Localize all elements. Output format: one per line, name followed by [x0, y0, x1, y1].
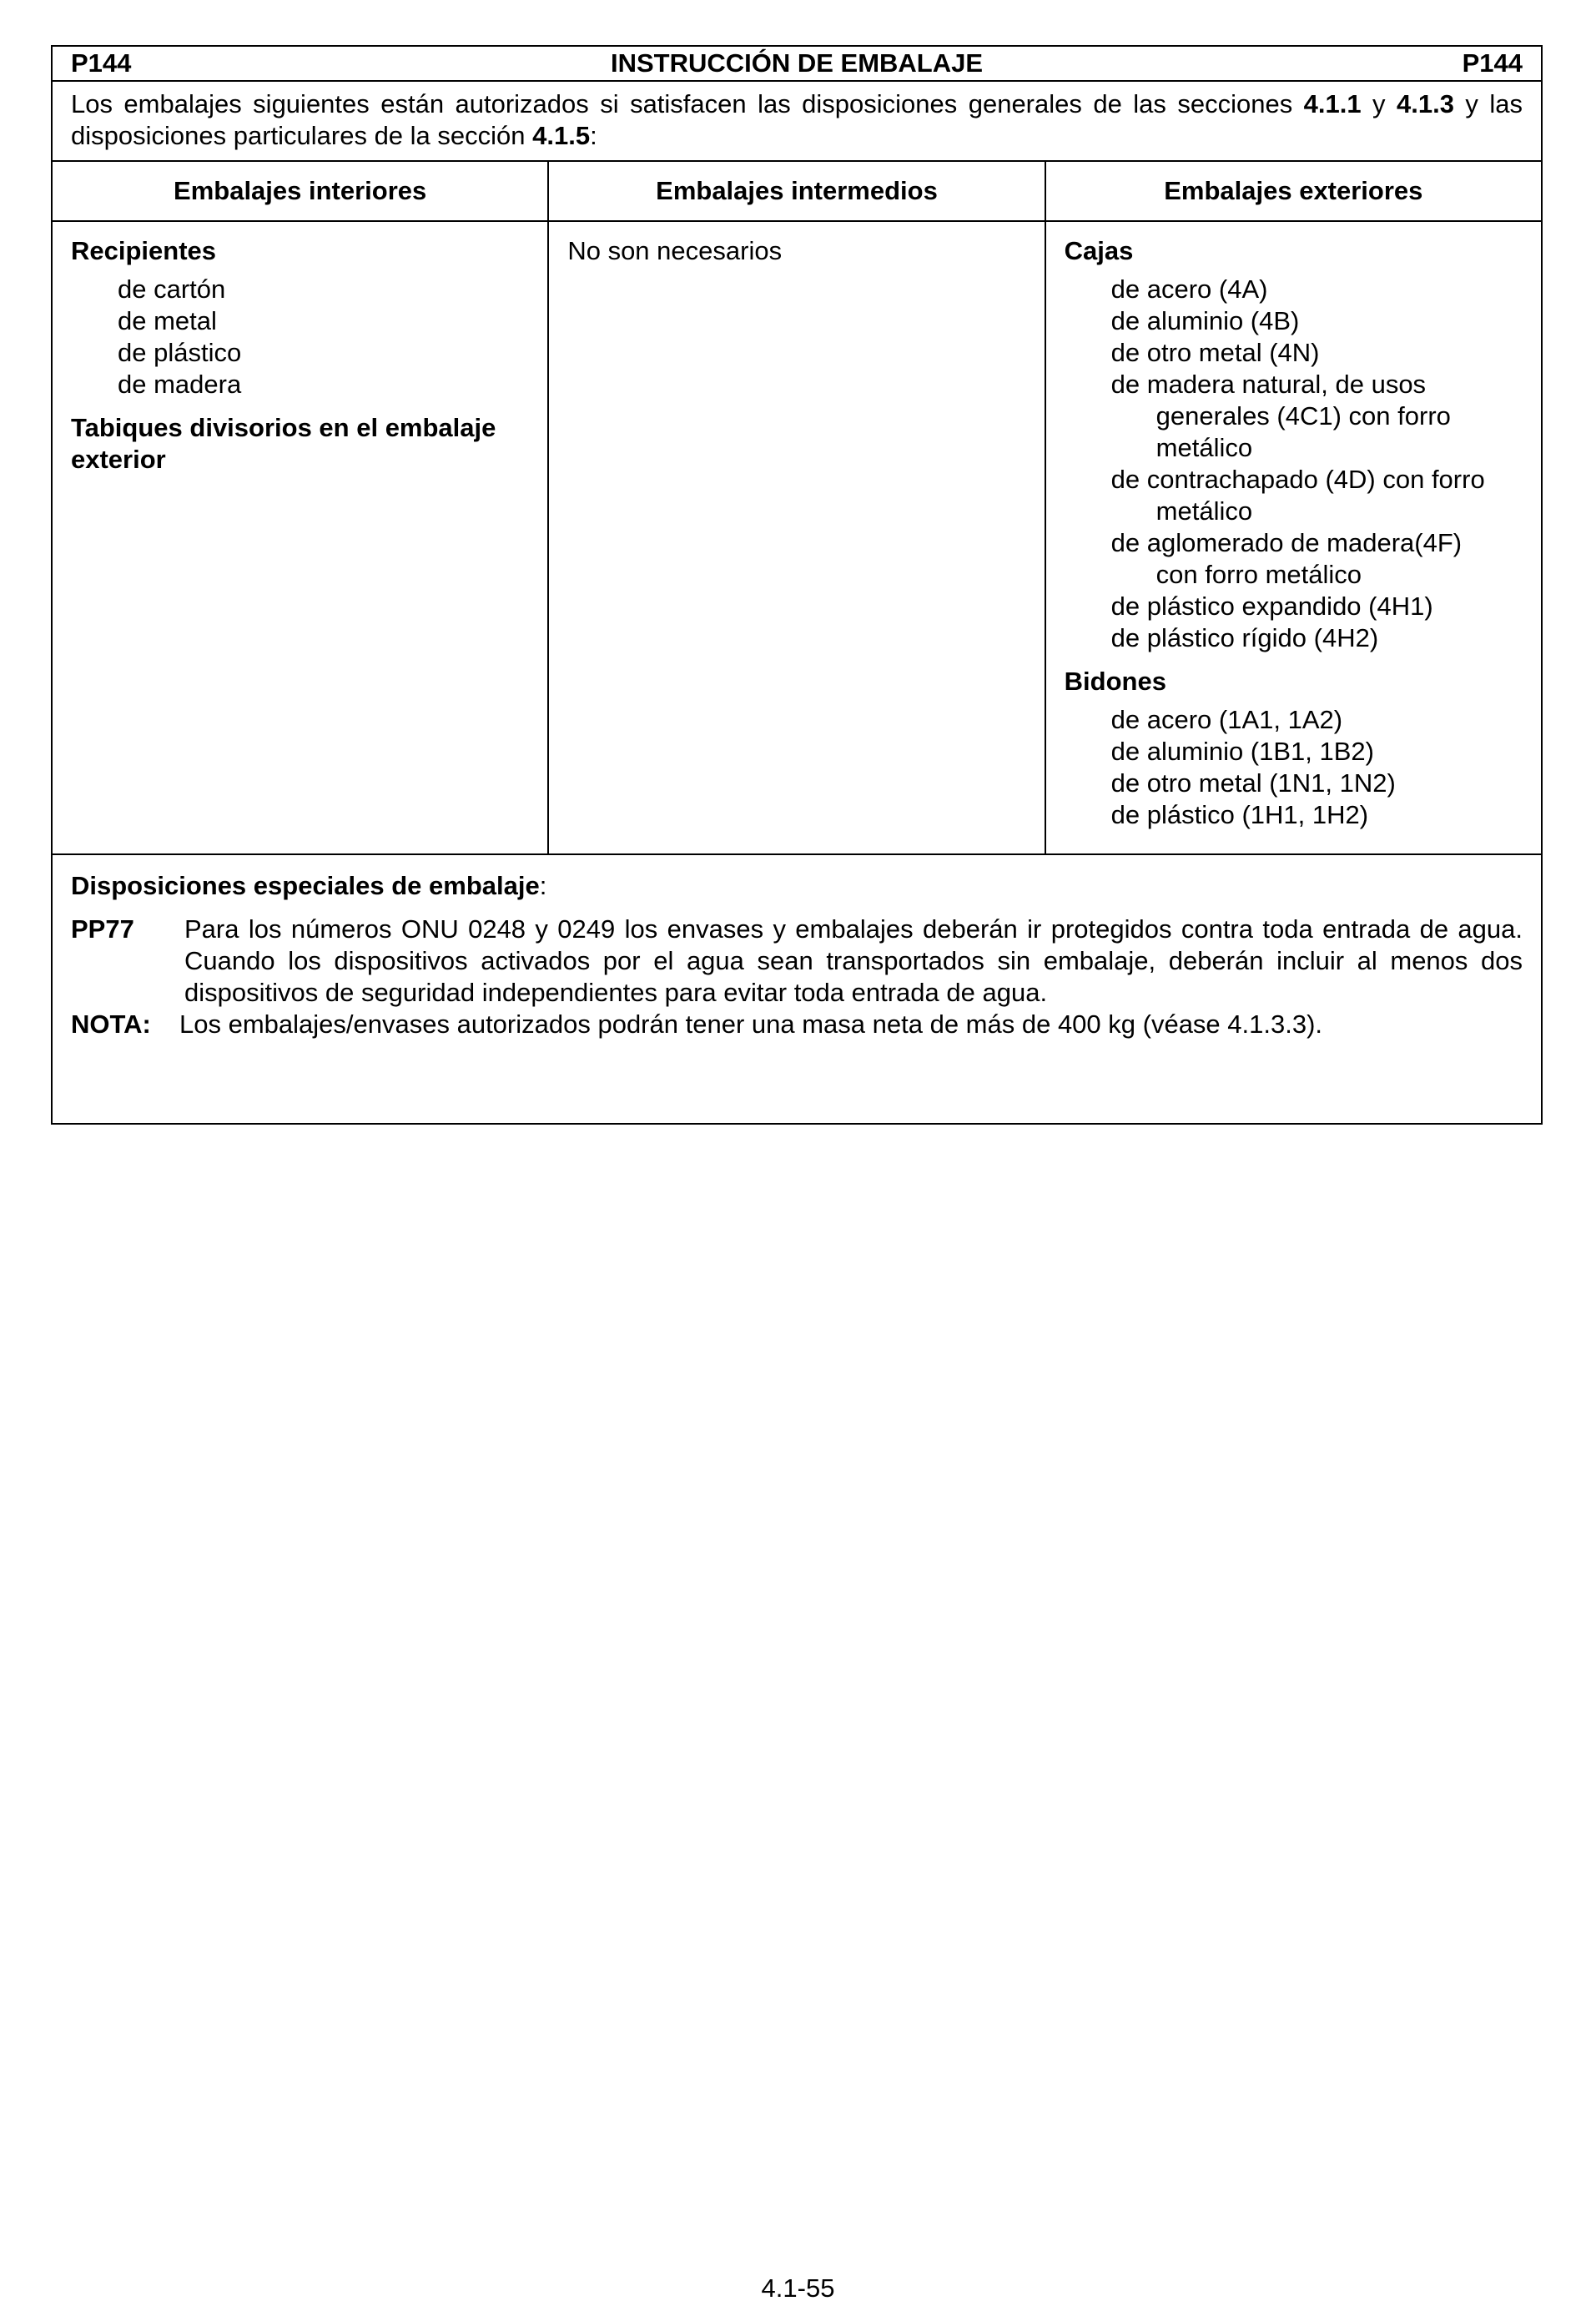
- list-item: de otro metal (1N1, 1N2): [1110, 768, 1396, 798]
- provision-code: PP77: [71, 914, 134, 944]
- list-item: de plástico (1H1, 1H2): [1110, 800, 1369, 829]
- list-item: de plástico: [118, 338, 242, 367]
- page-number: 4.1-55: [761, 2273, 835, 2303]
- drums-heading: Bidones: [1064, 667, 1166, 696]
- list-item: de madera natural, de usos generales (4C1) con forro metálico: [1110, 370, 1451, 462]
- list-item: de plástico rígido (4H2): [1110, 623, 1379, 652]
- list-item: de plástico expandido (4H1): [1110, 592, 1433, 621]
- intro-text-c: y las disposiciones particulares de la sección: [71, 89, 1523, 150]
- provision-text: Para los números ONU 0248 y 0249 los envases y embalajes deberán ir protegidos contra toda entrada de agua. Cuando los dispositivos activados por el agua sean transportados sin embalaje, deberán incluir al menos dos dispositivos de seguridad independientes para evitar toda entrada de agua.: [184, 914, 1523, 1007]
- intro-ref-411: 4.1.1: [1303, 89, 1362, 118]
- list-item: de contrachapado (4D) con forro metálico: [1110, 465, 1485, 526]
- list-item: de aglomerado de madera(4F) con forro metálico: [1110, 528, 1463, 589]
- packing-instruction-table: [51, 45, 1543, 1125]
- list-item: de acero (1A1, 1A2): [1110, 705, 1343, 734]
- not-necessary-text: No son necesarios: [567, 236, 783, 265]
- intro-text-d: :: [590, 121, 597, 150]
- note-text: Los embalajes/envases autorizados podrán tener una masa neta de más de 400 kg (véase 4.1.3.3).: [179, 1009, 1323, 1039]
- intro-text-b: y: [1361, 89, 1397, 118]
- column-headers: [53, 162, 1541, 222]
- list-item: de cartón: [118, 274, 226, 304]
- list-item: de madera: [118, 370, 242, 399]
- special-provisions: [53, 855, 1541, 1123]
- provision-pp77: [71, 914, 1523, 1009]
- intermediate-packagings-cell: [547, 222, 1044, 853]
- receptacles-list: [71, 274, 529, 400]
- instruction-code-left: P144: [71, 48, 132, 78]
- intermediate-packagings-header: Embalajes intermedios: [547, 162, 1044, 220]
- list-item: de acero (4A): [1110, 274, 1268, 304]
- instruction-header: [53, 47, 1541, 82]
- list-item: de metal: [118, 306, 217, 335]
- receptacles-heading: Recipientes: [71, 236, 217, 265]
- list-item: de aluminio (4B): [1110, 306, 1300, 335]
- inner-packagings-header: Embalajes interiores: [174, 176, 427, 205]
- intro-text-a: Los embalajes siguientes están autorizados si satisfacen las disposiciones generales de las secciones: [71, 89, 1304, 118]
- column-bodies: [53, 222, 1541, 855]
- dividing-partitions-heading: Tabiques divisorios en el embalaje exterior: [71, 413, 496, 474]
- drums-list: [1065, 704, 1523, 831]
- special-provisions-title: Disposiciones especiales de embalaje:: [71, 871, 547, 900]
- intro-ref-413: 4.1.3: [1397, 89, 1454, 118]
- list-item: de aluminio (1B1, 1B2): [1110, 737, 1374, 766]
- boxes-heading: Cajas: [1064, 236, 1134, 265]
- intro-ref-415: 4.1.5: [532, 121, 591, 150]
- instruction-title: INSTRUCCIÓN DE EMBALAJE: [610, 48, 984, 78]
- list-item: de otro metal (4N): [1110, 338, 1320, 367]
- instruction-code-right: P144: [1462, 48, 1523, 78]
- outer-packagings-header: Embalajes exteriores: [1045, 162, 1541, 220]
- note-label: NOTA:: [71, 1009, 151, 1039]
- boxes-list: [1065, 274, 1523, 654]
- note: [71, 1009, 1523, 1040]
- intro-paragraph: [53, 82, 1541, 162]
- inner-packagings-cell: [53, 222, 547, 853]
- outer-packagings-cell: [1045, 222, 1541, 853]
